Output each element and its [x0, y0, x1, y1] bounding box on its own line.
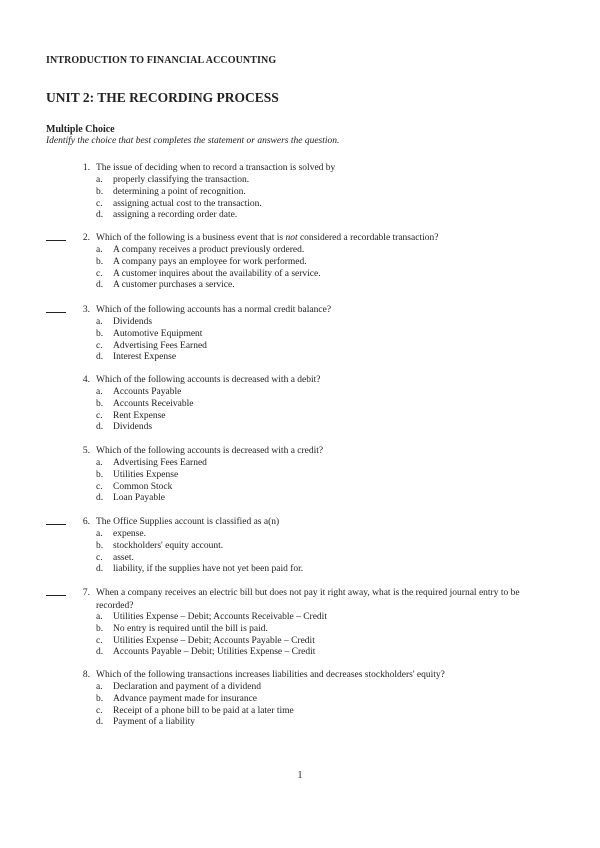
choice-d [96, 492, 207, 504]
choice-text: Accounts Payable [113, 387, 182, 397]
choice-list [96, 611, 327, 658]
choice-text: A customer inquires about the availability of a service. [113, 268, 321, 279]
question-number: 6. [82, 517, 90, 527]
choice-letter: b. [96, 540, 104, 551]
choice-b [96, 693, 294, 705]
choice-text: Receipt of a phone bill to be paid at a later time [113, 705, 294, 716]
question-number: 1. [82, 163, 90, 173]
choice-b [96, 469, 207, 481]
choice-letter: c. [96, 552, 103, 563]
choice-text: Dividends [113, 422, 153, 433]
choice-list [96, 174, 262, 221]
choice-letter: d. [96, 647, 104, 658]
choice-letter: d. [96, 493, 104, 504]
answer-blank [46, 240, 66, 241]
course-title: INTRODUCTION TO FINANCIAL ACCOUNTING [46, 55, 277, 66]
choice-b [96, 328, 207, 340]
choice-a [96, 244, 321, 256]
choice-letter: b. [96, 328, 104, 339]
stem-emphasis: not [285, 233, 298, 243]
choice-letter: d. [96, 422, 104, 433]
unit-title: UNIT 2: THE RECORDING PROCESS [46, 90, 279, 105]
choice-letter: b. [96, 469, 104, 480]
choice-letter: a. [96, 612, 103, 622]
choice-b [96, 623, 327, 635]
choice-letter: d. [96, 564, 104, 575]
choice-text: Utilities Expense – Debit; Accounts Payable – Credit [113, 635, 315, 646]
choice-letter: a. [96, 682, 103, 692]
choice-letter: b. [96, 693, 104, 704]
question-stem: Which of the following transactions increases liabilities and decreases stockholders' equity? [96, 670, 445, 680]
choice-c [96, 481, 207, 493]
answer-blank [46, 312, 66, 313]
choice-letter: c. [96, 268, 103, 279]
choice-text: properly classifying the transaction. [113, 175, 250, 185]
stem-text: considered a recordable transaction? [297, 233, 439, 243]
choice-letter: d. [96, 352, 104, 363]
choice-letter: c. [96, 705, 103, 716]
choice-c [96, 705, 294, 717]
choice-text: Utilities Expense [113, 469, 179, 480]
choice-letter: b. [96, 256, 104, 267]
choice-letter: d. [96, 210, 104, 221]
choice-text: Accounts Payable – Debit; Utilities Expense – Credit [113, 647, 316, 658]
choice-text: determining a point of recognition. [113, 186, 246, 197]
choice-c [96, 198, 262, 210]
choice-text: Advertising Fees Earned [113, 458, 207, 468]
question-stem: Which of the following accounts is decreased with a credit? [96, 446, 324, 456]
choice-text: Common Stock [113, 481, 173, 492]
answer-blank [46, 595, 66, 596]
choice-text: assigning a recording order date. [113, 210, 238, 221]
choice-letter: a. [96, 175, 103, 185]
choice-list [96, 244, 321, 291]
choice-text: Automotive Equipment [113, 328, 203, 339]
question-stem: When a company receives an electric bill but does not pay it right away, what is the required journal entry to be recorded? [96, 588, 520, 611]
choice-b [96, 186, 262, 198]
answer-blank [46, 524, 66, 525]
choice-text: Advance payment made for insurance [113, 693, 258, 704]
choice-c [96, 340, 207, 352]
choice-text: Interest Expense [113, 352, 177, 363]
choice-d [96, 209, 262, 221]
choice-letter: b. [96, 623, 104, 634]
choice-b [96, 398, 193, 410]
question-number: 2. [82, 233, 90, 243]
choice-d [96, 563, 303, 575]
question-number: 5. [82, 446, 90, 456]
choice-a [96, 528, 303, 540]
choice-text: Declaration and payment of a dividend [113, 682, 261, 692]
choice-d [96, 279, 321, 291]
choice-list [96, 386, 193, 433]
choice-letter: c. [96, 635, 103, 646]
choice-c [96, 635, 327, 647]
choice-list [96, 528, 303, 575]
choice-list [96, 681, 294, 728]
choice-a [96, 457, 207, 469]
choice-letter: a. [96, 529, 103, 539]
choice-letter: c. [96, 340, 103, 351]
choice-letter: c. [96, 410, 103, 421]
choice-text: Utilities Expense – Debit; Accounts Receivable – Credit [113, 612, 327, 622]
choice-text: Payment of a liability [113, 717, 196, 728]
choice-letter: d. [96, 717, 104, 728]
choice-c [96, 268, 321, 280]
stem-text: Which of the following is a business event that is [96, 233, 286, 243]
question-stem: Which of the following accounts has a normal credit balance? [96, 305, 332, 315]
choice-letter: d. [96, 280, 104, 291]
choice-letter: c. [96, 481, 103, 492]
choice-text: stockholders' equity account. [113, 540, 224, 551]
choice-a [96, 681, 294, 693]
question-number: 7. [82, 588, 90, 598]
choice-d [96, 646, 327, 658]
choice-letter: c. [96, 198, 103, 209]
choice-text: Advertising Fees Earned [113, 340, 207, 351]
choice-a [96, 611, 327, 623]
choice-b [96, 540, 303, 552]
instructions: Identify the choice that best completes the statement or answers the question. [46, 136, 340, 146]
question-stem [96, 232, 556, 245]
choice-text: Accounts Receivable [113, 398, 194, 409]
choice-b [96, 256, 321, 268]
section-title: Multiple Choice [46, 124, 115, 135]
choice-text: Dividends [113, 317, 153, 327]
choice-d [96, 716, 294, 728]
choice-letter: a. [96, 458, 103, 468]
page-number: 1 [297, 770, 303, 781]
choice-list [96, 457, 207, 504]
choice-a [96, 386, 193, 398]
question-number: 8. [82, 670, 90, 680]
choice-letter: a. [96, 317, 103, 327]
choice-letter: a. [96, 387, 103, 397]
choice-text: A company pays an employee for work performed. [113, 256, 307, 267]
choice-c [96, 552, 303, 564]
choice-a [96, 174, 262, 186]
choice-text: expense. [113, 529, 146, 539]
question-stem: The issue of deciding when to record a transaction is solved by [96, 163, 336, 173]
question-stem: Which of the following accounts is decreased with a debit? [96, 375, 321, 385]
question-number: 3. [82, 305, 90, 315]
choice-list [96, 316, 207, 363]
choice-c [96, 410, 193, 422]
question-stem: The Office Supplies account is classified as a(n) [96, 517, 280, 527]
choice-text: assigning actual cost to the transaction. [113, 198, 262, 209]
choice-text: No entry is required until the bill is paid. [113, 623, 268, 634]
choice-d [96, 351, 207, 363]
choice-a [96, 316, 207, 328]
choice-d [96, 421, 193, 433]
choice-text: asset. [113, 552, 134, 563]
question-number: 4. [82, 375, 90, 385]
choice-letter: a. [96, 245, 103, 255]
choice-text: A customer purchases a service. [113, 280, 235, 291]
choice-text: A company receives a product previously ordered. [113, 245, 305, 255]
choice-text: liability, if the supplies have not yet been paid for. [113, 564, 304, 575]
choice-text: Loan Payable [113, 493, 165, 504]
choice-text: Rent Expense [113, 410, 166, 421]
choice-letter: b. [96, 186, 104, 197]
choice-letter: b. [96, 398, 104, 409]
